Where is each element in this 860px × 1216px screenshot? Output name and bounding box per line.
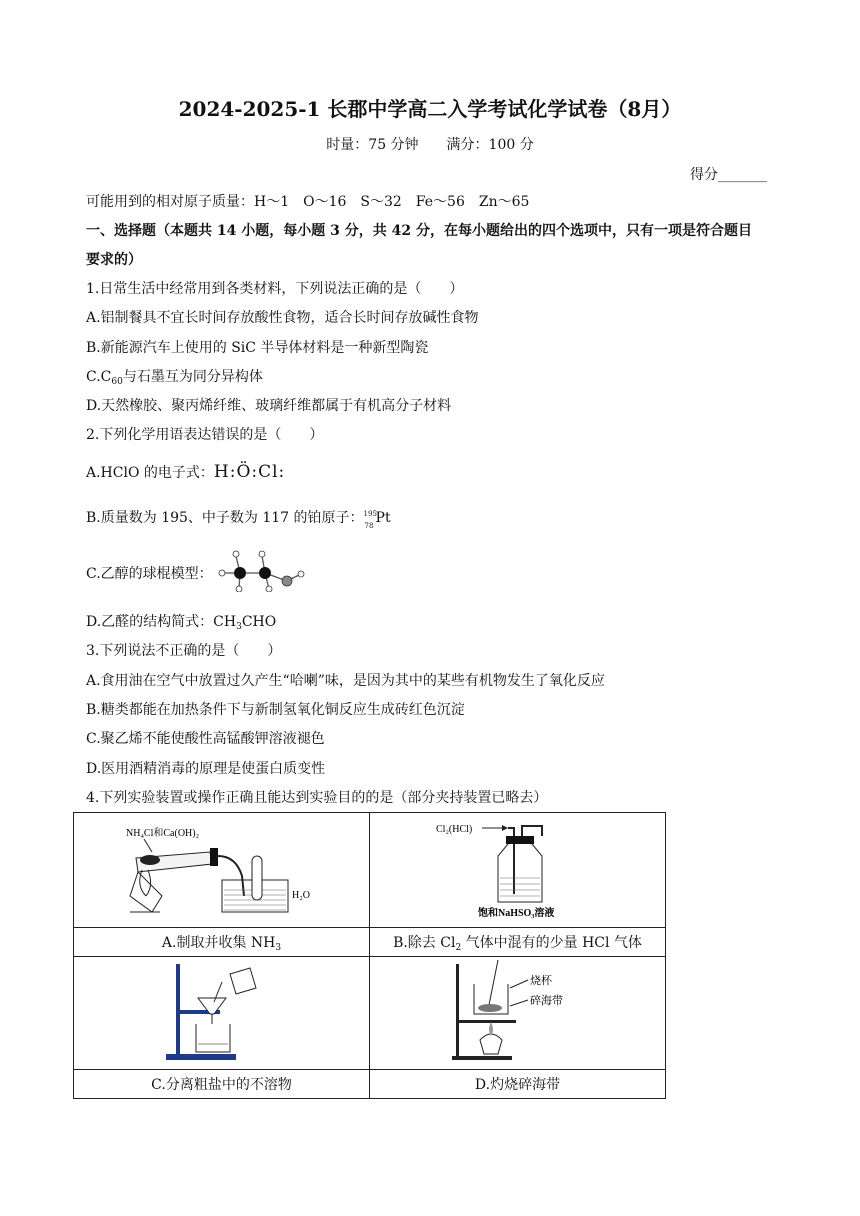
- mass-number: 195: [363, 510, 377, 518]
- q1-c-post: 与石墨互为同分异构体: [122, 369, 263, 385]
- page-title: 2024-2025-1 长郡中学高二入学考试化学试卷（8月）: [178, 97, 682, 121]
- q3-option-c: C.聚乙烯不能使酸性高锰酸钾溶液褪色: [86, 731, 325, 747]
- atomic-masses: 可能用到的相对原子质量：H～1 O～16 S～32 Fe～56 Zn～65: [86, 194, 530, 210]
- q2-b-label: B.质量数为 195、中子数为 117 的铂原子：: [86, 510, 364, 526]
- gas-washing-bottle-figure: [418, 816, 618, 920]
- q2-d-sub: 3: [236, 622, 242, 632]
- figure-a-cell: [74, 813, 370, 928]
- atomic-number: 78: [364, 522, 374, 530]
- section-heading-cont: 要求的）: [86, 252, 142, 268]
- score-field: 得分_______: [690, 167, 767, 183]
- figure-b-cell: [370, 813, 666, 928]
- option-d-caption: D.灼烧碎海带: [370, 1070, 666, 1099]
- section-heading: 一、选择题（本题共 14 小题，每小题 3 分，共 42 分，在每小题给出的四个选项中，只有一项是符合题目: [86, 223, 752, 239]
- filtration-apparatus-figure: [152, 958, 292, 1064]
- figure-d-cell: [370, 957, 666, 1070]
- figure-a-reagent-label: NH₄Cl和Ca(OH)₂: [125, 828, 199, 839]
- ammonia-apparatus-figure: [112, 816, 332, 920]
- figure-c-cell: [74, 957, 370, 1070]
- q1-option-a: A.铝制餐具不宜长时间存放酸性食物，适合长时间存放碱性食物: [86, 310, 479, 326]
- q1-stem: 1.日常生活中经常用到各类材料，下列说法正确的是（ ）: [86, 281, 464, 297]
- experiment-table: [73, 812, 666, 1099]
- q2-option-b: [86, 509, 391, 530]
- option-b-text: B.除去 Cl: [393, 934, 456, 951]
- option-b-sub: 2: [455, 942, 462, 953]
- option-a-caption: [74, 928, 370, 957]
- q3-option-d: D.医用酒精消毒的原理是使蛋白质变性: [86, 761, 326, 777]
- hclo-electron-formula: H:Ö:Cl:: [213, 462, 286, 482]
- q2-a-label: A.HClO 的电子式：: [86, 465, 214, 481]
- figure-b-solution-label: 饱和NaHSO₃溶液: [477, 908, 554, 919]
- q1-c-sub: 60: [111, 377, 123, 387]
- figure-d-kelp-label: 碎海带: [529, 995, 563, 1007]
- q2-option-d: [86, 613, 276, 636]
- q1-option-d: D.天然橡胶、聚丙烯纤维、玻璃纤维都属于有机高分子材料: [86, 398, 452, 414]
- option-b-caption: [370, 928, 666, 957]
- burning-kelp-figure: [438, 958, 598, 1064]
- q3-option-b: B.糖类都能在加热条件下与新制氢氧化铜反应生成砖红色沉淀: [86, 702, 465, 718]
- q2-stem: 2.下列化学用语表达错误的是（ ）: [86, 427, 324, 443]
- figure-a-water-label: H₂O: [291, 890, 310, 901]
- option-b-text-end: 气体中混有的少量 HCl 气体: [461, 934, 642, 951]
- nuclide-numbers: [363, 509, 377, 530]
- q1-option-b: B.新能源汽车上使用的 SiC 半导体材料是一种新型陶瓷: [86, 340, 429, 356]
- q2-option-a: [86, 463, 285, 482]
- q2-option-c: [86, 565, 213, 583]
- q3-option-a: A.食用油在空气中放置过久产生“哈喇”味，是因为其中的某些有机物发生了氧化反应: [86, 673, 605, 689]
- figure-b-gas-label: Cl₂(HCl): [435, 824, 472, 835]
- ethanol-ball-stick-model: [215, 548, 307, 592]
- exam-time-score: 时量：75 分钟 满分：100 分: [326, 137, 534, 153]
- q2-d-pre: D.乙醛的结构简式：CH: [86, 614, 237, 630]
- q2-d-post: CHO: [241, 614, 277, 630]
- element-symbol: Pt: [375, 510, 391, 526]
- q4-stem: 4.下列实验装置或操作正确且能达到实验目的的是（部分夹持装置已略去）: [86, 790, 548, 806]
- q1-c-pre: C.C: [86, 369, 112, 385]
- q1-option-c: [86, 368, 263, 391]
- option-a-sub: 3: [275, 942, 282, 953]
- option-c-caption: C.分离粗盐中的不溶物: [74, 1070, 370, 1099]
- figure-d-beaker-label: 烧杯: [529, 975, 552, 987]
- q2-c-label: C.乙醇的球棍模型：: [86, 566, 213, 582]
- option-a-text: A.制取并收集 NH: [161, 934, 276, 951]
- q3-stem: 3.下列说法不正确的是（ ）: [86, 643, 282, 659]
